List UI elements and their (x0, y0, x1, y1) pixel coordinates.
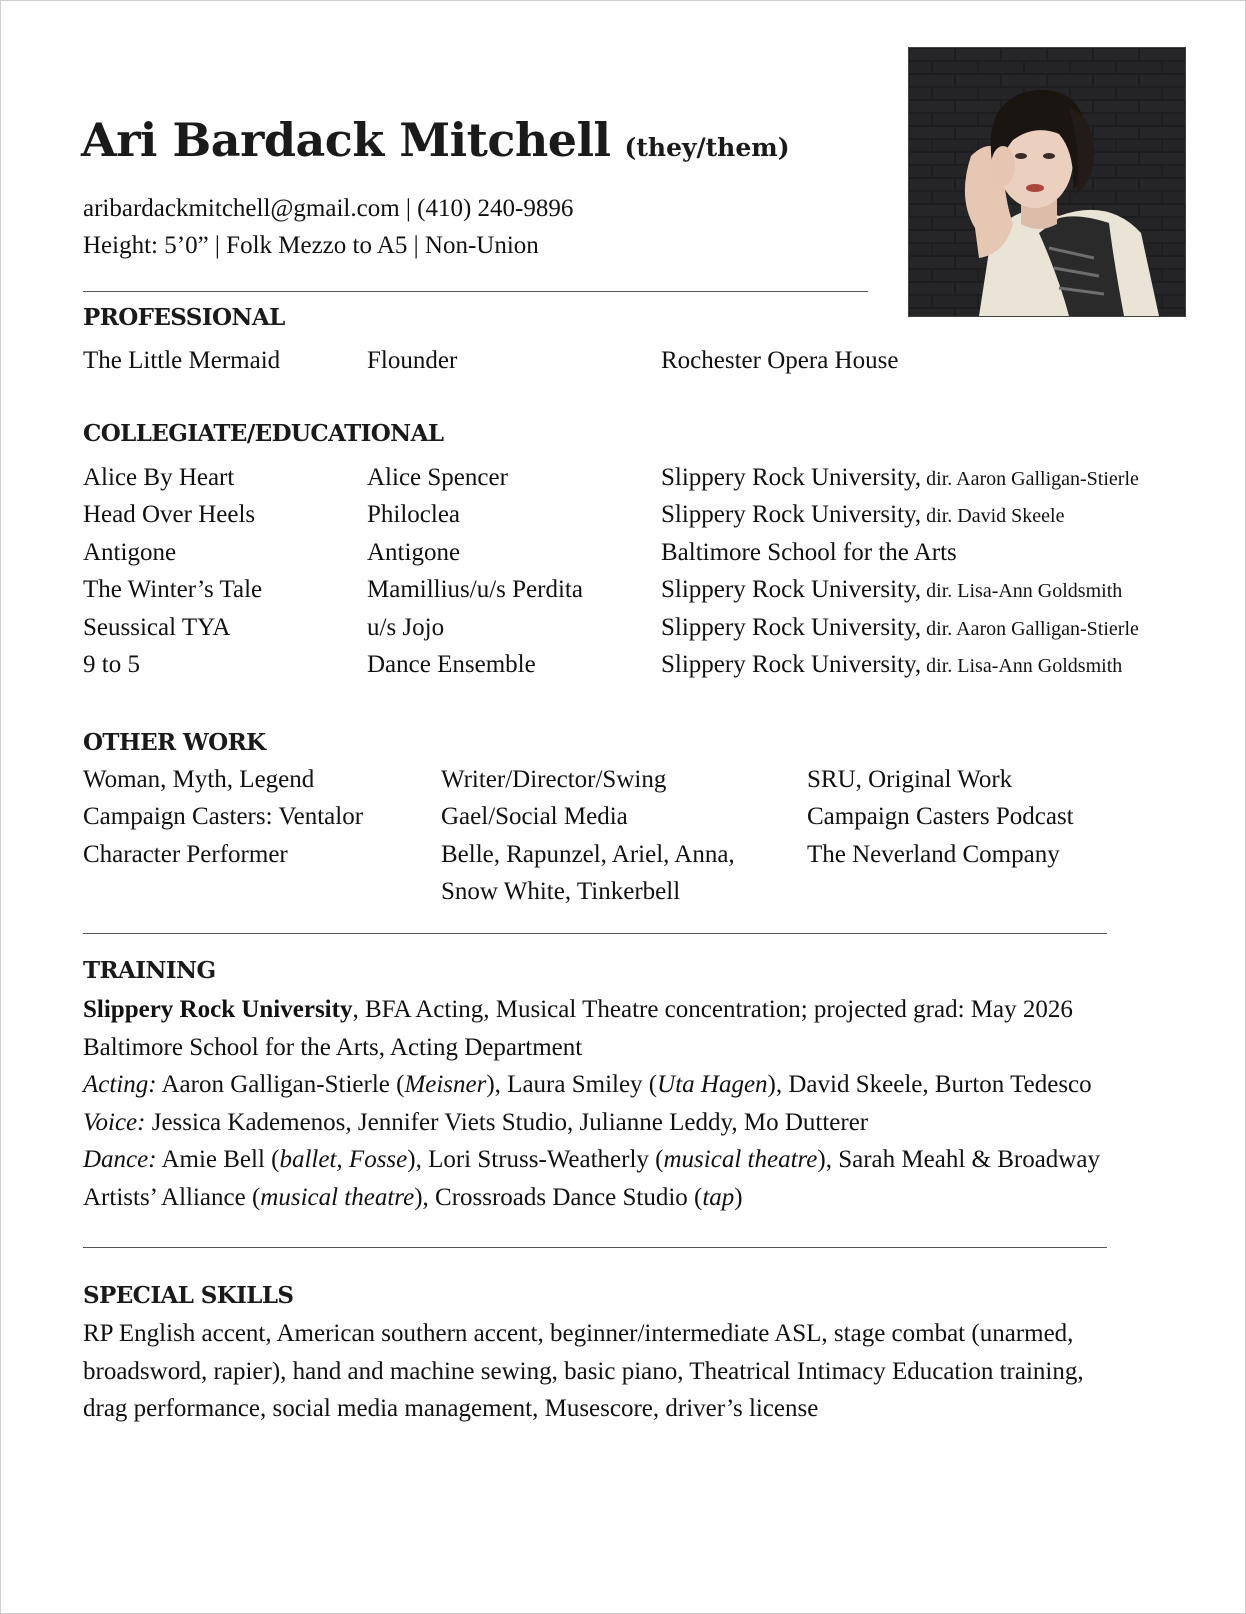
work-company: Campaign Casters Podcast (807, 803, 1074, 830)
training-sru-name: Slippery Rock University (83, 996, 353, 1023)
contact-info: aribardackmitchell@gmail.com | (410) 240-9896 (83, 195, 574, 222)
credit-director: dir. Aaron Galligan-Stierle (921, 468, 1139, 490)
credit-row (1, 347, 1246, 384)
training-text: Aaron Galligan-Stierle ( (156, 1071, 405, 1098)
credit-venue: Slippery Rock University, (661, 501, 922, 528)
training-technique: Meisner (404, 1071, 487, 1098)
training-text: ), Lori Struss-Weatherly ( (407, 1146, 664, 1173)
section-heading-other-work: OTHER WORK (83, 729, 266, 756)
training-technique: ballet, Fosse (279, 1146, 408, 1173)
training-line-sru (83, 991, 1193, 1029)
pronouns: (they/them) (624, 133, 790, 162)
credit-director: dir. Lisa-Ann Goldsmith (921, 580, 1123, 602)
credit-show: Head Over Heels (83, 501, 256, 528)
credit-role: Flounder (367, 347, 458, 374)
training-technique: musical theatre (260, 1183, 415, 1211)
credit-show: Antigone (83, 539, 177, 566)
credit-row (1, 539, 1246, 576)
work-role: Gael/Social Media (441, 803, 628, 830)
training-line-bsa: Baltimore School for the Arts, Acting Department (83, 1033, 583, 1061)
skills-line: broadsword, rapier), hand and machine sewing, basic piano, Theatrical Intimacy Education training, (83, 1357, 1084, 1385)
training-text: ), David Skeele, Burton Tedesco (767, 1071, 1092, 1098)
credit-role: u/s Jojo (367, 614, 445, 641)
work-title: Character Performer (83, 841, 288, 868)
training-dance-label: Dance: (83, 1146, 157, 1173)
credit-role: Antigone (367, 539, 461, 566)
credit-director: dir. Lisa-Ann Goldsmith (921, 655, 1123, 677)
section-heading-collegiate: COLLEGIATE/EDUCATIONAL (83, 420, 444, 447)
work-role: Snow White, Tinkerbell (441, 878, 681, 905)
work-row (1, 766, 1246, 803)
skills-line: drag performance, social media management, Musescore, driver’s license (83, 1395, 819, 1422)
credit-row (1, 651, 1246, 688)
credit-show: Alice By Heart (83, 464, 235, 491)
actor-name: Ari Bardack Mitchell (81, 113, 611, 167)
credit-venue: Slippery Rock University, (661, 651, 922, 678)
work-row (1, 841, 1246, 878)
work-role: Writer/Director/Swing (441, 766, 667, 793)
credit-role: Philoclea (367, 501, 461, 528)
work-row (1, 803, 1246, 840)
section-heading-special-skills: SPECIAL SKILLS (83, 1282, 294, 1309)
credit-director: dir. Aaron Galligan-Stierle (921, 618, 1139, 640)
training-technique: tap (702, 1183, 735, 1211)
training-line-dance-cont (83, 1179, 1193, 1217)
credit-row (1, 501, 1246, 538)
training-text: ), Crossroads Dance Studio ( (414, 1183, 703, 1211)
training-sru-detail: , BFA Acting, Musical Theatre concentration; projected grad: May 2026 (352, 996, 1073, 1023)
training-text: ), Laura Smiley ( (486, 1071, 658, 1098)
credit-row (1, 464, 1246, 501)
credit-role: Mamillius/u/s Perdita (367, 576, 583, 603)
credit-show: 9 to 5 (83, 651, 140, 678)
training-technique: Uta Hagen (657, 1071, 768, 1098)
credit-venue: Rochester Opera House (661, 347, 899, 374)
training-line-dance (83, 1141, 1193, 1179)
divider-top (83, 291, 868, 292)
work-title: Campaign Casters: Ventalor (83, 803, 364, 830)
skills-list (83, 1315, 1193, 1428)
training-line-voice (83, 1104, 1193, 1142)
work-title: Woman, Myth, Legend (83, 766, 315, 793)
credit-show: The Little Mermaid (83, 347, 281, 374)
work-company: The Neverland Company (807, 841, 1060, 868)
credit-show: Seussical TYA (83, 614, 231, 641)
training-line-acting (83, 1066, 1193, 1104)
work-company: SRU, Original Work (807, 766, 1013, 793)
credit-venue: Slippery Rock University, (661, 464, 922, 491)
skills-line: RP English accent, American southern accent, beginner/intermediate ASL, stage combat (unarmed, (83, 1320, 1074, 1347)
name-line (81, 113, 790, 167)
work-row (1, 878, 1246, 915)
training-list (83, 991, 1193, 1216)
training-text: ) (734, 1183, 743, 1211)
training-technique: musical theatre (663, 1146, 818, 1173)
credit-venue: Slippery Rock University, (661, 576, 922, 603)
credit-venue: Slippery Rock University, (661, 614, 922, 641)
training-text: Jessica Kademenos, Jennifer Viets Studio, Julianne Leddy, Mo Dutterer (145, 1108, 869, 1136)
headshot-photo (908, 47, 1186, 317)
training-text: Amie Bell ( (156, 1146, 280, 1173)
credit-role: Alice Spencer (367, 464, 508, 491)
section-heading-training: TRAINING (83, 957, 216, 984)
divider-bottom (83, 1247, 1107, 1248)
training-acting-label: Acting: (83, 1071, 157, 1098)
divider-middle (83, 933, 1107, 934)
credit-role: Dance Ensemble (367, 651, 536, 678)
section-heading-professional: PROFESSIONAL (83, 304, 285, 331)
headshot-image (909, 48, 1185, 316)
training-voice-label: Voice: (83, 1108, 146, 1136)
work-role: Belle, Rapunzel, Ariel, Anna, (441, 841, 735, 868)
credit-row (1, 614, 1246, 651)
physical-info: Height: 5’0” | Folk Mezzo to A5 | Non-Union (83, 232, 539, 259)
credit-venue: Baltimore School for the Arts (661, 539, 957, 566)
training-text: ), Sarah Meahl & Broadway (817, 1146, 1100, 1173)
training-text: Artists’ Alliance ( (83, 1183, 261, 1211)
credit-director: dir. David Skeele (921, 505, 1065, 527)
credit-row (1, 576, 1246, 613)
credit-show: The Winter’s Tale (83, 576, 263, 603)
